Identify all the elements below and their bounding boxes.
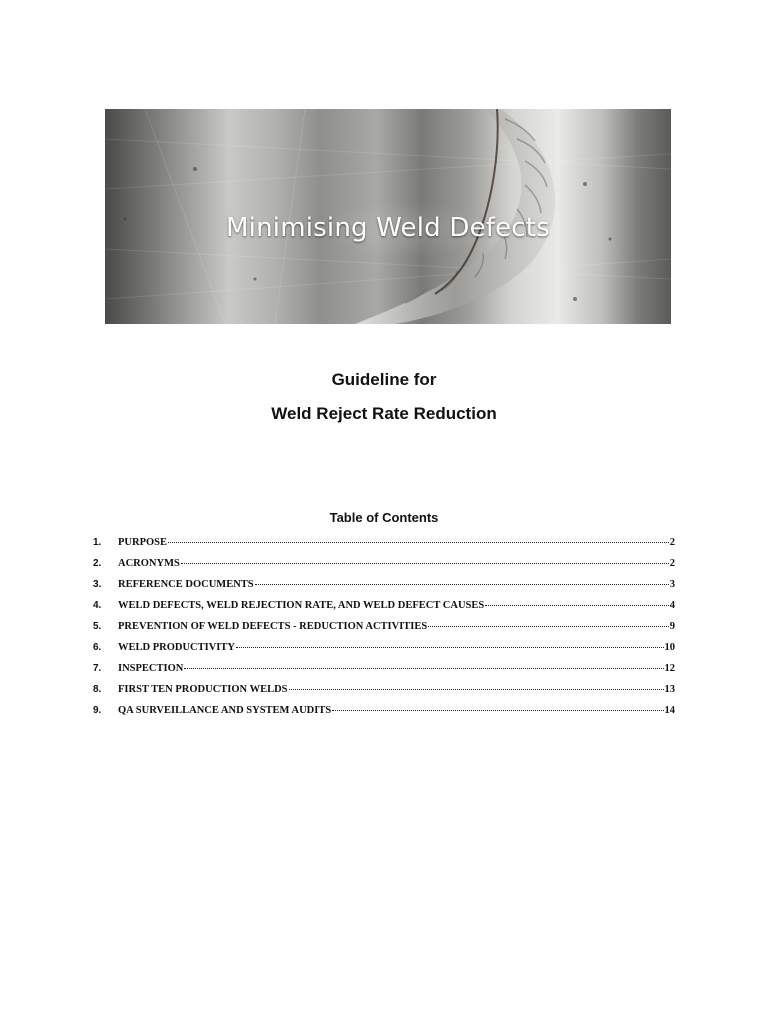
toc-entry-page: 2 <box>669 558 675 569</box>
toc-dot-leader <box>289 689 664 690</box>
toc-entry-number: 9. <box>93 705 102 716</box>
toc-entry-number: 1. <box>93 537 102 548</box>
toc-entry-title[interactable]: FIRST TEN PRODUCTION WELDS <box>118 684 288 695</box>
toc-dot-leader <box>255 584 669 585</box>
toc-entry-title[interactable]: ACRONYMS <box>118 558 180 569</box>
document-subtitle-line2: Weld Reject Rate Reduction <box>271 404 497 423</box>
toc-entry-number: 4. <box>93 600 102 611</box>
toc-heading: Table of Contents <box>329 510 439 525</box>
toc-entry-page: 14 <box>664 705 675 716</box>
toc-entry-page: 13 <box>664 684 675 695</box>
toc-entry-purpose[interactable] <box>93 537 675 558</box>
toc-dot-leader <box>332 710 663 711</box>
toc-entry-title[interactable]: INSPECTION <box>118 663 184 674</box>
toc-entry-page: 4 <box>669 600 675 611</box>
toc-dot-leader <box>428 626 669 627</box>
toc-entry-page: 12 <box>664 663 675 674</box>
toc-entry-first-ten-production-welds[interactable] <box>93 684 675 705</box>
toc-entry-weld-productivity[interactable] <box>93 642 675 663</box>
toc-entry-page: 3 <box>669 579 675 590</box>
toc-entry-page: 9 <box>669 621 675 632</box>
toc-entry-title[interactable]: PREVENTION OF WELD DEFECTS - REDUCTION ACTIVITIES <box>118 621 428 632</box>
toc-entry-prevention[interactable] <box>93 621 675 642</box>
toc-entry-page: 2 <box>669 537 675 548</box>
banner-title: Minimising Weld Defects <box>226 212 550 243</box>
toc-dot-leader <box>168 542 669 543</box>
toc-entry-number: 6. <box>93 642 102 653</box>
toc-entry-acronyms[interactable] <box>93 558 675 579</box>
toc-entry-qa-surveillance[interactable] <box>93 705 675 726</box>
toc-entry-number: 2. <box>93 558 102 569</box>
toc-entry-number: 7. <box>93 663 102 674</box>
toc-entry-title[interactable]: WELD PRODUCTIVITY <box>118 642 235 653</box>
toc-dot-leader <box>236 647 664 648</box>
toc-entry-page: 10 <box>664 642 675 653</box>
toc-dot-leader <box>485 605 669 606</box>
toc-dot-leader <box>181 563 669 564</box>
toc-entry-title[interactable]: PURPOSE <box>118 537 168 548</box>
table-of-contents <box>93 537 675 726</box>
toc-entry-title[interactable]: REFERENCE DOCUMENTS <box>118 579 254 590</box>
toc-dot-leader <box>184 668 663 669</box>
toc-entry-number: 8. <box>93 684 102 695</box>
document-subtitle-line1: Guideline for <box>331 370 437 389</box>
toc-entry-weld-defects[interactable] <box>93 600 675 621</box>
toc-entry-number: 5. <box>93 621 102 632</box>
toc-entry-title[interactable]: QA SURVEILLANCE AND SYSTEM AUDITS <box>118 705 332 716</box>
toc-entry-number: 3. <box>93 579 102 590</box>
toc-entry-inspection[interactable] <box>93 663 675 684</box>
toc-entry-reference-documents[interactable] <box>93 579 675 600</box>
cover-banner-image <box>105 109 671 324</box>
toc-entry-title[interactable]: WELD DEFECTS, WELD REJECTION RATE, AND WELD DEFECT CAUSES <box>118 600 485 611</box>
